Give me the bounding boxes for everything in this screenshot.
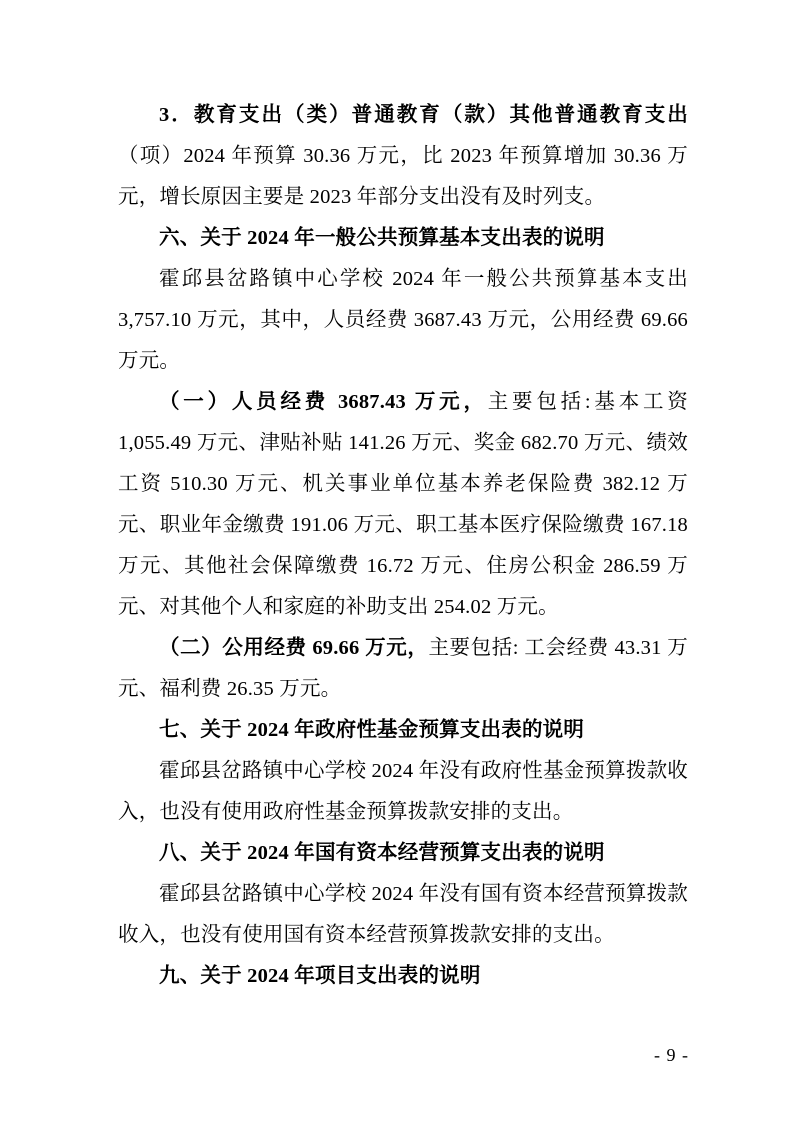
emphasis-run: （一）人员经费 3687.43 万元， (159, 391, 488, 413)
emphasis-run: 六、关于 2024 年一般公共预算基本支出表的说明 (159, 227, 605, 249)
para-gov-fund (118, 751, 688, 833)
emphasis-run: 七、关于 2024 年政府性基金预算支出表的说明 (159, 719, 585, 741)
heading-eight (118, 833, 688, 874)
page-number: - 9 - (654, 1045, 689, 1065)
emphasis-run: 九、关于 2024 年项目支出表的说明 (159, 965, 481, 987)
document-body (118, 95, 688, 997)
emphasis-run: 3．教育支出（类）普通教育（款）其他普通教育支出 (159, 104, 688, 126)
para-basic-expenditure (118, 259, 688, 382)
emphasis-run: 八、关于 2024 年国有资本经营预算支出表的说明 (159, 842, 605, 864)
heading-nine (118, 956, 688, 997)
para-3-edu (118, 95, 688, 218)
text-run: 霍邱县岔路镇中心学校 2024 年没有国有资本经营预算拨款收入，也没有使用国有资本经营预算拨款安排的支出。 (118, 883, 688, 946)
text-run: （项）2024 年预算 30.36 万元，比 2023 年预算增加 30.36 万元，增长原因主要是 2023 年部分支出没有及时列支。 (118, 145, 688, 208)
para-personnel (118, 382, 688, 628)
text-run: 主要包括: 工会经费 43.31 万元、福利费 26.35 万元。 (118, 637, 688, 700)
heading-six (118, 218, 688, 259)
text-run: 霍邱县岔路镇中心学校 2024 年没有政府性基金预算拨款收入，也没有使用政府性基金预算拨款安排的支出。 (118, 760, 688, 823)
text-run: 主要包括:基本工资 1,055.49 万元、津贴补贴 141.26 万元、奖金 682.70 万元、绩效工资 510.30 万元、机关事业单位基本养老保险费 382.12 万元、职业年金缴费 191.06 万元、职工基本医疗保险缴费 167.18 万元、其他社会保障缴费 16.72 万元、住房公积金 286.59 万元、对其他个人和家庭的补助支出 254.02 万元。 (118, 391, 688, 618)
heading-seven (118, 710, 688, 751)
para-public-funds (118, 628, 688, 710)
para-state-capital (118, 874, 688, 956)
text-run: 霍邱县岔路镇中心学校 2024 年一般公共预算基本支出 3,757.10 万元，其中，人员经费 3687.43 万元，公用经费 69.66 万元。 (118, 268, 688, 372)
emphasis-run: （二）公用经费 69.66 万元， (159, 637, 429, 659)
